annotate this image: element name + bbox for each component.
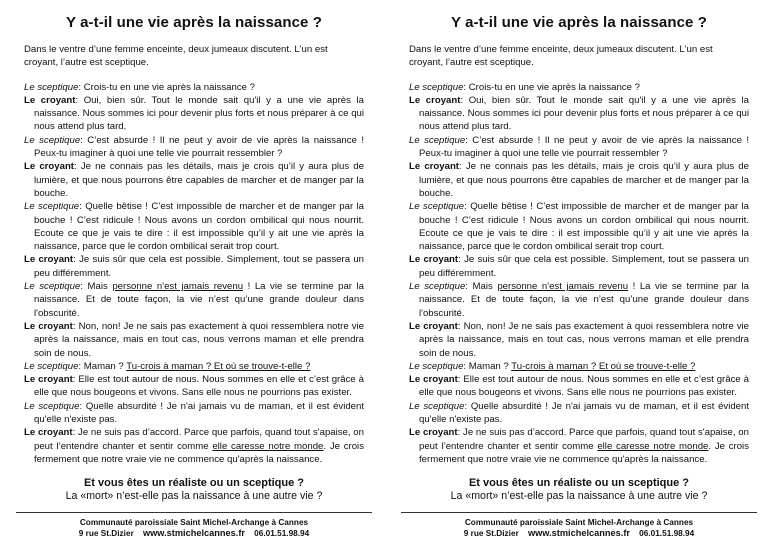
turn-text: Je suis sûr que cela est possible. Simplement, tout se passera un peu différemment. (34, 254, 364, 279)
speaker-label: Le sceptique (409, 360, 464, 372)
turn-text: Je ne suis pas d’accord. Parce que parfois, quand tout s'apaise, on peut l’entendre chanter et sentir comme (419, 427, 749, 452)
parish-address: 9 rue St.Dizier (463, 528, 519, 539)
turn-text: Mais (472, 281, 498, 293)
speaker-label: Le sceptique (409, 281, 466, 293)
dialogue-turn: Le croyant: Elle est tout autour de nous. Nous sommes en elle et c’est grâce à elle que nous bougeons et vivons. Sans elle nous ne pourrions pas exister. (24, 374, 364, 399)
speaker-label: Le sceptique (409, 134, 466, 146)
turn-text: Quelle bêtise ! C’est impossible de marcher et de manger par la bouche ! C’est ridicule ! Nous avons un cordon ombilical qui nous nourrit. Ecoute ce que je vais te dire : il est impossible qu’il y ait une vie après la naissance, parce que le cordon ombilical serait trop court. (34, 201, 365, 253)
closing-subquestion: La «mort» n’est-elle pas la naissance à une autre vie ? (65, 490, 323, 503)
turn-text: Je ne connais pas les détails, mais je crois qu’il y aura plus de lumière, et que nous pourrons être capables de marcher et de manger par la bouche. (419, 161, 749, 199)
dialogue-turn: Le croyant: Non, non! Je ne sais pas exactement à quoi ressemblera notre vie après la naissance, mais en tout cas, nous verrons maman et elle prendra soin de nous. (24, 320, 364, 359)
turn-text: Je suis sûr que cela est possible. Simplement, tout se passera un peu différemment. (419, 254, 749, 279)
speaker-label: Le croyant (24, 254, 74, 266)
speaker-label: Le croyant (409, 427, 458, 439)
flyer-right (409, 0, 749, 543)
dialogue-turn: Le croyant: Je ne connais pas les détails, mais je crois qu’il y aura plus de lumière, et que nous pourrons être capables de marcher et de manger par la bouche. (409, 161, 749, 199)
dialogue-turn: Le sceptique: Mais personne n'est jamais revenu ! La vie se termine par la naissance. Et de toute façon, la vie n’est qu’une grande douleur dans l'obscurité. (24, 281, 364, 319)
parish-phone: 06.01.51.98.94 (639, 528, 695, 539)
flyer-left (24, 0, 364, 543)
speaker-label: Le sceptique (24, 400, 80, 412)
dialogue-turn: Le croyant: Je suis sûr que cela est possible. Simplement, tout se passera un peu différemment. (24, 254, 364, 279)
footer-divider (16, 512, 372, 513)
contact-line (416, 528, 742, 539)
dialogue (409, 81, 749, 467)
turn-text: Mais (87, 281, 113, 293)
speaker-label: Le sceptique (24, 281, 81, 293)
dialogue (24, 81, 364, 467)
dialogue-turn: Le sceptique: C’est absurde ! Il ne peut y avoir de vie après la naissance ! Peux-tu imaginer à quoi une telle vie pourrait ressembler ? (24, 134, 364, 160)
dialogue-turn: Le croyant: Elle est tout autour de nous. Nous sommes en elle et c’est grâce à elle que nous bougeons et vivons. Sans elle nous ne pourrions pas exister. (409, 374, 749, 399)
turn-text: Crois-tu en une vie après la naissance ? (468, 81, 640, 93)
turn-text: Je ne suis pas d’accord. Parce que parfois, quand tout s'apaise, on peut l’entendre chanter et sentir comme (34, 427, 364, 452)
dialogue-turn: Le sceptique: Quelle absurdité ! Je n'ai jamais vu de maman, et il est évident qu'elle n'existe pas. (409, 400, 750, 426)
turn-text: C’est absurde ! Il ne peut y avoir de vie après la naissance ! Peux-tu imaginer à quoi une telle vie pourrait ressembler ? (419, 134, 749, 160)
turn-text: ! La vie se termine par la naissance. Et de toute façon, la vie n’est qu’une grande douleur dans l'obscurité. (34, 281, 364, 319)
footer (31, 517, 357, 539)
turn-text: . Je crois fermement que notre vraie vie ne commence qu'après la naissance. (419, 440, 749, 465)
speaker-label: Le croyant (409, 161, 459, 173)
intro-paragraph: Dans le ventre d’une femme enceinte, deux jumeaux discutent. L'un est croyant, l’autre est sceptique. (409, 44, 713, 69)
turn-text: Elle est tout autour de nous. Nous sommes en elle et c’est grâce à elle que nous bougeons et vivons. Sans elle nous ne pourrions pas exister. (419, 374, 749, 399)
dialogue-turn: Le croyant: Je suis sûr que cela est possible. Simplement, tout se passera un peu différemment. (409, 254, 749, 279)
flyer-title: Y a-t-il une vie après la naissance ? (65, 14, 323, 31)
closing-question: Et vous êtes un réaliste ou un sceptique ? (83, 477, 305, 490)
underlined-text: elle caresse notre monde (212, 440, 324, 452)
parish-phone: 06.01.51.98.94 (254, 528, 310, 539)
speaker-label: Le sceptique (24, 360, 79, 372)
turn-text: Non, non! Je ne sais pas exactement à quoi ressemblera notre vie après la naissance, mais en tout cas, nous verrons maman et elle prendra soin de nous. (34, 320, 364, 359)
underlined-text: Tu-crois à maman ? Et où se trouve-t-elle ? (126, 360, 311, 372)
dialogue-turn: Le sceptique: Crois-tu en une vie après la naissance ? (409, 81, 640, 93)
speaker-label: Le croyant (24, 374, 73, 386)
footer-divider (401, 512, 757, 513)
underlined-text: Tu-crois à maman ? Et où se trouve-t-elle ? (511, 360, 696, 372)
speaker-label: Le croyant (409, 94, 461, 106)
dialogue-turn: Le croyant: Je ne connais pas les détails, mais je crois qu’il y aura plus de lumière, et que nous pourrons être capables de marcher et de manger par la bouche. (24, 161, 364, 199)
dialogue-turn: Le sceptique: Quelle bêtise ! C’est impossible de marcher et de manger par la bouche ! C’est ridicule ! Nous avons un cordon ombilical qui nous nourrit. Ecoute ce que je vais te dire : il est impossible qu’il y ait une vie après la naissance, parce que le cordon ombilical serait trop court. (409, 201, 750, 253)
turn-text: Quelle bêtise ! C’est impossible de marcher et de manger par la bouche ! C’est ridicule ! Nous avons un cordon ombilical qui nous nourrit. Ecoute ce que je vais te dire : il est impossible qu’il y ait une vie après la naissance, parce que le cordon ombilical serait trop court. (419, 201, 750, 253)
turn-text: Je ne connais pas les détails, mais je crois qu’il y aura plus de lumière, et que nous pourrons être capables de marcher et de manger par la bouche. (34, 161, 364, 199)
dialogue-turn: Le sceptique: Quelle bêtise ! C’est impossible de marcher et de manger par la bouche ! C’est ridicule ! Nous avons un cordon ombilical qui nous nourrit. Ecoute ce que je vais te dire : il est impossible qu’il y ait une vie après la naissance, parce que le cordon ombilical serait trop court. (24, 201, 365, 253)
speaker-label: Le sceptique (409, 201, 465, 213)
closing-subquestion: La «mort» n’est-elle pas la naissance à une autre vie ? (450, 490, 708, 503)
speaker-label: Le sceptique (409, 400, 465, 412)
dialogue-turn: Le croyant: Non, non! Je ne sais pas exactement à quoi ressemblera notre vie après la naissance, mais en tout cas, nous verrons maman et elle prendra soin de nous. (409, 320, 749, 359)
speaker-label: Le croyant (409, 254, 459, 266)
turn-text: Maman ? (83, 360, 127, 372)
dialogue-turn: Le sceptique: Maman ? Tu-crois à maman ? Et où se trouve-t-elle ? (24, 360, 311, 372)
dialogue-turn: Le sceptique: Mais personne n'est jamais revenu ! La vie se termine par la naissance. Et de toute façon, la vie n’est qu’une grande douleur dans l'obscurité. (409, 281, 749, 319)
turn-text: Quelle absurdité ! Je n'ai jamais vu de maman, et il est évident qu'elle n'existe pas. (419, 400, 750, 426)
speaker-label: Le croyant (409, 320, 458, 332)
underlined-text: personne n'est jamais revenu (112, 281, 244, 293)
dialogue-turn: Le sceptique: Quelle absurdité ! Je n'ai jamais vu de maman, et il est évident qu'elle n'existe pas. (24, 400, 365, 426)
speaker-label: Le sceptique (24, 81, 79, 93)
turn-text: Oui, bien sûr. Tout le monde sait qu'il y a une vie après la naissance. Nous sommes ici pour devenir plus forts et nous préparer à ce qui nous attend plus tard. (34, 94, 364, 133)
underlined-text: elle caresse notre monde (597, 440, 709, 452)
contact-line (31, 528, 357, 539)
footer (416, 517, 742, 539)
underlined-text: personne n'est jamais revenu (497, 281, 629, 293)
turn-text: C’est absurde ! Il ne peut y avoir de vie après la naissance ! Peux-tu imaginer à quoi une telle vie pourrait ressembler ? (34, 134, 364, 160)
turn-text: Non, non! Je ne sais pas exactement à quoi ressemblera notre vie après la naissance, mais en tout cas, nous verrons maman et elle prendra soin de nous. (419, 320, 749, 359)
parish-address: 9 rue St.Dizier (78, 528, 134, 539)
dialogue-turn: Le croyant: Je ne suis pas d’accord. Parce que parfois, quand tout s'apaise, on peut l’entendre chanter et sentir comme elle caresse notre monde. Je crois fermement que notre vraie vie ne commence qu'après la naissance. (409, 427, 749, 465)
dialogue-turn: Le sceptique: Crois-tu en une vie après la naissance ? (24, 81, 255, 93)
turn-text: Crois-tu en une vie après la naissance ? (83, 81, 255, 93)
dialogue-turn: Le sceptique: C’est absurde ! Il ne peut y avoir de vie après la naissance ! Peux-tu imaginer à quoi une telle vie pourrait ressembler ? (409, 134, 749, 160)
turn-text: Maman ? (468, 360, 512, 372)
parish-website: www.stmichelcannes.fr (527, 528, 630, 540)
speaker-label: Le croyant (24, 161, 74, 173)
speaker-label: Le sceptique (24, 134, 81, 146)
speaker-label: Le sceptique (24, 201, 80, 213)
speaker-label: Le croyant (24, 427, 73, 439)
turn-text: Elle est tout autour de nous. Nous sommes en elle et c’est grâce à elle que nous bougeons et vivons. Sans elle nous ne pourrions pas exister. (34, 374, 364, 399)
dialogue-turn: Le croyant: Oui, bien sûr. Tout le monde sait qu'il y a une vie après la naissance. Nous sommes ici pour devenir plus forts et nous préparer à ce qui nous attend plus tard. (24, 94, 364, 133)
turn-text: Quelle absurdité ! Je n'ai jamais vu de maman, et il est évident qu'elle n'existe pas. (34, 400, 365, 426)
dialogue-turn: Le croyant: Oui, bien sûr. Tout le monde sait qu'il y a une vie après la naissance. Nous sommes ici pour devenir plus forts et nous préparer à ce qui nous attend plus tard. (409, 94, 749, 133)
turn-text: . Je crois fermement que notre vraie vie ne commence qu'après la naissance. (34, 440, 364, 465)
turn-text: ! La vie se termine par la naissance. Et de toute façon, la vie n’est qu’une grande douleur dans l'obscurité. (419, 281, 749, 319)
closing-question: Et vous êtes un réaliste ou un sceptique ? (468, 477, 690, 490)
dialogue-turn: Le croyant: Je ne suis pas d’accord. Parce que parfois, quand tout s'apaise, on peut l’entendre chanter et sentir comme elle caresse notre monde. Je crois fermement que notre vraie vie ne commence qu'après la naissance. (24, 427, 364, 465)
intro-paragraph: Dans le ventre d’une femme enceinte, deux jumeaux discutent. L'un est croyant, l’autre est sceptique. (24, 44, 328, 69)
turn-text: Oui, bien sûr. Tout le monde sait qu'il y a une vie après la naissance. Nous sommes ici pour devenir plus forts et nous préparer à ce qui nous attend plus tard. (419, 94, 749, 133)
speaker-label: Le croyant (24, 320, 73, 332)
flyer-title: Y a-t-il une vie après la naissance ? (450, 14, 708, 31)
parish-website: www.stmichelcannes.fr (142, 528, 245, 540)
parish-name: Communauté paroissiale Saint Michel-Archange à Cannes (464, 517, 694, 528)
parish-name: Communauté paroissiale Saint Michel-Archange à Cannes (79, 517, 309, 528)
dialogue-turn: Le sceptique: Maman ? Tu-crois à maman ? Et où se trouve-t-elle ? (409, 360, 696, 372)
speaker-label: Le sceptique (409, 81, 464, 93)
speaker-label: Le croyant (409, 374, 458, 386)
speaker-label: Le croyant (24, 94, 76, 106)
